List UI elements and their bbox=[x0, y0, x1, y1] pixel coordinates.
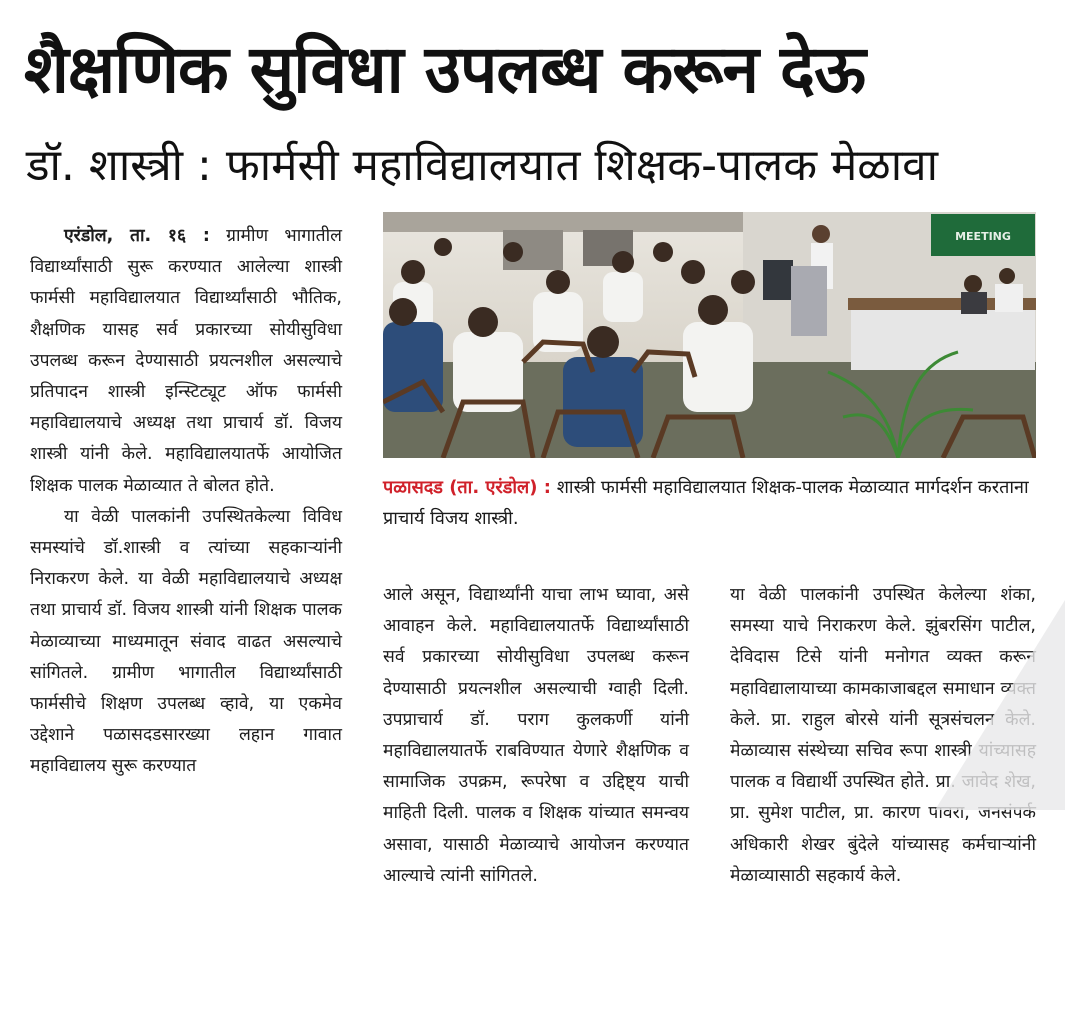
meeting-photo-illustration bbox=[383, 212, 1036, 458]
paragraph-1-text: ग्रामीण भागातील विद्यार्थ्यांसाठी सुरू करण्यात आलेल्या शास्त्री फार्मसी महाविद्यालयात विद्यार्थ्यांसाठी भौतिक, शैक्षणिक यासह सर्व प्रकारच्या सोयीसुविधा उपलब्ध करून देण्यासाठी प्रयत्नशील असल्याचे प्रतिपादन शास्त्री इन्स्टिट्यूट ऑफ फार्मसी महाविद्यालयाचे अध्यक्ष तथा प्राचार्य डॉ. विजय शास्त्री यांनी केले. महाविद्यालयातर्फे आयोजित शिक्षक पालक मेळाव्यात ते बोलत होते. bbox=[30, 226, 342, 496]
article-paragraph-4: या वेळी पालकांनी उपस्थित केलेल्या शंका, समस्या याचे निराकरण केले. झुंबरसिंग पाटील, देविदास टिसे यांनी मनोगत व्यक्त करून महाविद्यालायाच्या कामकाजाबद्दल समाधान व्यक्त केले. प्रा. राहुल बोरसे यांनी सूत्रसंचलन केले. मेळाव्यास संस्थेच्या सचिव रूपा शास्त्री यांच्यासह पालक व विद्यार्थी उपस्थित होते. प्रा. जावेद शेख, प्रा. सुमेश पाटील, प्रा. कारण पावरा, जनसंपर्क अधिकारी शेखर बुंदेले यांच्यासह कर्मचाऱ्यांनी मेळाव्यासाठी सहकार्य केले. bbox=[730, 585, 1036, 886]
news-photo bbox=[383, 212, 1036, 458]
dateline: एरंडोल, ता. १६ : bbox=[64, 226, 210, 246]
article-column-2 bbox=[383, 580, 689, 892]
article-paragraph-1 bbox=[30, 221, 342, 502]
banner-text: MEETING bbox=[955, 230, 1011, 243]
caption-place: पळासदड (ता. एरंडोल) : bbox=[383, 477, 551, 498]
article-column-1 bbox=[30, 221, 342, 783]
article-paragraph-3: आले असून, विद्यार्थ्यांनी याचा लाभ घ्यावा, असे आवाहन केले. महाविद्यालयातर्फे विद्यार्थ्यांसाठी सर्व प्रकारच्या सोयीसुविधा उपलब्ध करून देण्यासाठी प्रयत्नशील असल्याची ग्वाही दिली. उपप्राचार्य डॉ. पराग कुलकर्णी यांनी महाविद्यालयातर्फे राबविण्यात येणारे शैक्षणिक व सामाजिक उपक्रम, रूपरेषा व उद्दिष्ट्य याची माहिती दिली. पालक व शिक्षक यांच्यात समन्वय असावा, यासाठी मेळाव्याचे आयोजन करण्यात आल्याचे त्यांनी सांगितले. bbox=[383, 585, 689, 886]
article-paragraph-2: या वेळी पालकांनी उपस्थितकेल्या विविध समस्यांचे डॉ.शास्त्री व त्यांच्या सहकाऱ्यांनी निराकरण केले. या वेळी महाविद्यालयाचे अध्यक्ष तथा प्राचार्य डॉ. विजय शास्त्री यांनी शिक्षक पालक मेळाव्याच्या माध्यमातून संवाद वाढत असल्याचे सांगितले. ग्रामीण भागातील विद्यार्थ्यांसाठी फार्मसीचे शिक्षण उपलब्ध व्हावे, या एकमेव उद्देशाने पळासदडसारख्या लहान गावात महाविद्यालय सुरू करण्यात bbox=[30, 506, 342, 777]
photo-caption bbox=[383, 472, 1038, 534]
subheadline: डॉ. शास्त्री : फार्मसी महाविद्यालयात शिक्षक-पालक मेळावा bbox=[26, 140, 938, 191]
article-column-3 bbox=[730, 580, 1036, 892]
headline: शैक्षणिक सुविधा उपलब्ध करून देऊ bbox=[24, 31, 865, 108]
caption-text: शास्त्री फार्मसी महाविद्यालयात शिक्षक-पालक मेळाव्यात मार्गदर्शन करताना प्राचार्य विजय शास्त्री. bbox=[383, 477, 1029, 529]
